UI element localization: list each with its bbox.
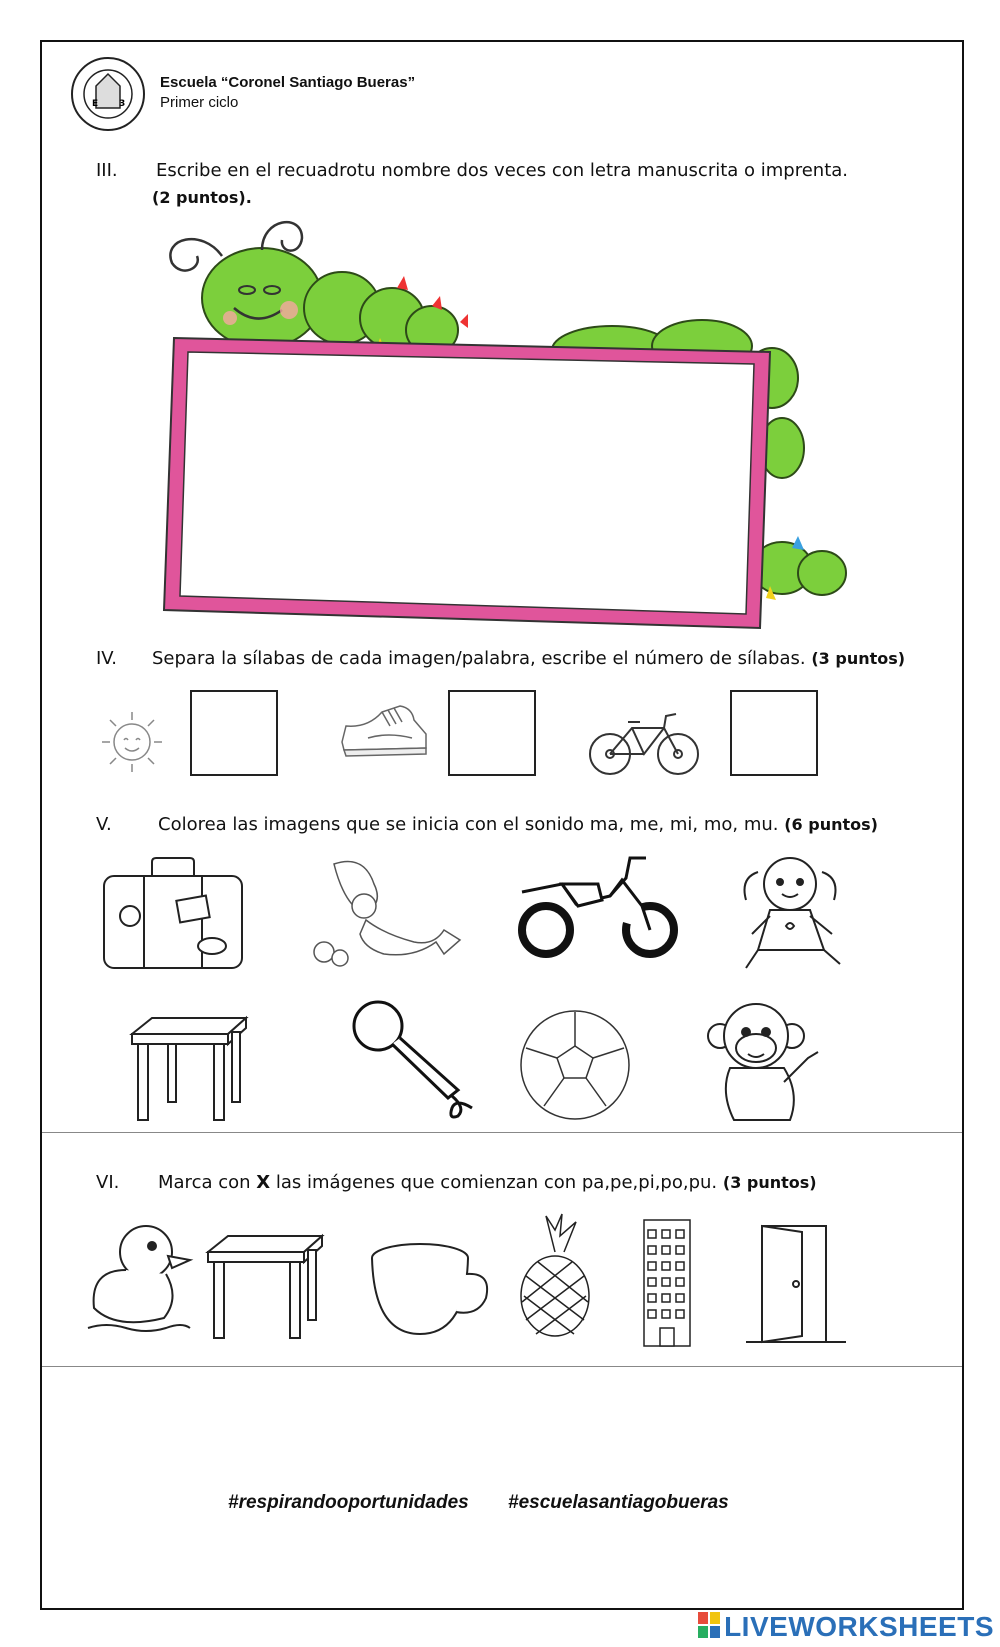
section-v-points: (6 puntos) [784, 815, 878, 834]
mermaid-icon[interactable] [304, 854, 466, 978]
section-iv-heading [96, 648, 905, 669]
cup-icon[interactable] [368, 1242, 492, 1342]
logo-left-letter: E [92, 99, 99, 109]
sneaker-icon [338, 698, 430, 766]
section-iii-instruction: Escribe en el recuadrotu nombre dos veces con letra manuscrita o imprenta. [156, 160, 849, 181]
section-vi-mark: X [256, 1172, 271, 1193]
section-vi-instruction-before: Marca con [158, 1172, 251, 1193]
liveworksheets-text: LIVEWORKSHEETS [724, 1611, 994, 1642]
duck-icon[interactable] [86, 1218, 192, 1344]
section-divider-1 [42, 1132, 962, 1133]
section-iv-instruction: Separa la sílabas de cada imagen/palabra, escribe el número de sílabas. [152, 648, 806, 669]
table-icon-colorea[interactable] [128, 1014, 250, 1128]
table-icon-marca[interactable] [204, 1232, 326, 1346]
section-vi-instruction-after: las imágenes que comienzan con pa,pe,pi,po,pu. [275, 1172, 718, 1193]
section-v-heading [96, 814, 878, 835]
section-v-number: V. [96, 814, 112, 835]
section-vi-number: VI. [96, 1172, 120, 1193]
sun-icon [98, 708, 166, 780]
school-name: Escuela “Coronel Santiago Bueras” [160, 74, 416, 91]
soccer-ball-icon[interactable] [518, 1008, 632, 1126]
footer-hashtag-2: #escuelasantiagobueras [508, 1492, 729, 1513]
syllable-answer-box-sneaker[interactable] [448, 690, 536, 776]
suitcase-icon[interactable] [100, 856, 246, 976]
liveworksheets-watermark[interactable] [698, 1611, 994, 1643]
section-iii-heading [96, 160, 848, 181]
section-divider-2 [42, 1366, 962, 1367]
section-iv-number: IV. [96, 648, 118, 669]
doll-icon[interactable] [736, 850, 850, 978]
section-iv-points: (3 puntos) [811, 649, 906, 668]
section-vi-points: (3 puntos) [722, 1173, 817, 1192]
pineapple-icon[interactable] [516, 1212, 594, 1342]
building-icon[interactable] [642, 1214, 692, 1352]
school-cycle: Primer ciclo [160, 94, 239, 111]
school-logo [70, 56, 146, 136]
bicycle-icon [588, 708, 700, 782]
logo-right-letter: 3 [119, 99, 126, 109]
footer-hashtag-1: #respirandooportunidades [228, 1492, 469, 1513]
section-iii-points: (2 puntos). [152, 188, 252, 207]
worksheet-page [40, 40, 964, 1610]
microphone-icon[interactable] [348, 998, 478, 1128]
motorcycle-icon[interactable] [518, 856, 678, 964]
liveworksheets-logo-icon [698, 1612, 720, 1642]
door-icon[interactable] [746, 1222, 848, 1350]
monkey-icon[interactable] [700, 1002, 824, 1132]
section-iii-number: III. [96, 160, 118, 181]
syllable-answer-box-sun[interactable] [190, 690, 278, 776]
section-v-instruction: Colorea las imagens que se inicia con el sonido ma, me, mi, mo, mu. [158, 814, 779, 835]
caterpillar-frame [142, 218, 842, 622]
syllable-answer-box-bicycle[interactable] [730, 690, 818, 776]
section-vi-heading [96, 1172, 817, 1193]
